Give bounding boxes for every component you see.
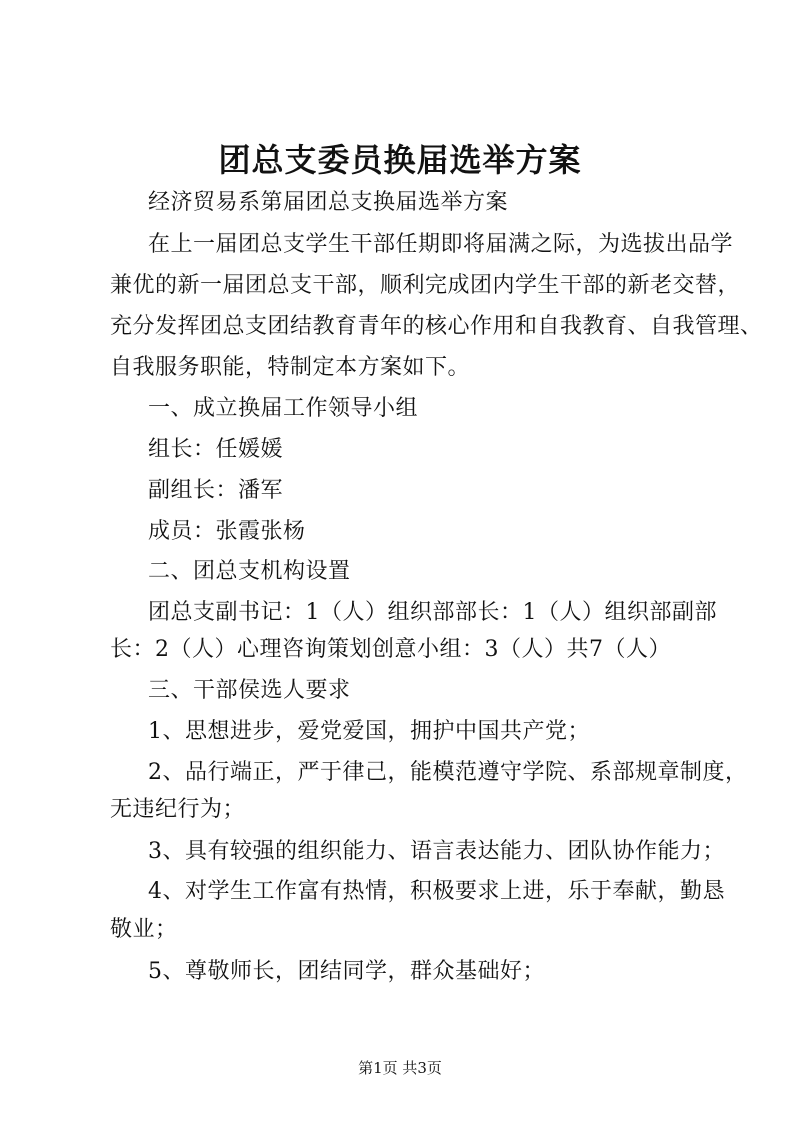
section3-heading: 三、干部侯选人要求 bbox=[148, 678, 351, 703]
requirement-item-5: 5、尊敬师长，团结同学，群众基础好； bbox=[148, 959, 545, 984]
requirement-item-2-line-1: 2、品行端正，严于律己，能模范遵守学院、系部规章制度， bbox=[148, 760, 748, 785]
requirement-item-4-line-2: 敬业； bbox=[110, 917, 178, 942]
section1-heading: 一、成立换届工作领导小组 bbox=[148, 396, 419, 421]
section1-deputy: 副组长：潘军 bbox=[148, 478, 284, 503]
requirement-item-3: 3、具有较强的组织能力、语言表达能力、团队协作能力； bbox=[148, 839, 725, 864]
intro-line-1: 在上一届团总支学生干部任期即将届满之际，为选拔出品学 bbox=[148, 232, 734, 257]
section2-line-2: 长：2（人）心理咨询策划创意小组：3（人）共7（人） bbox=[110, 637, 671, 662]
page-footer: 第1页 共3页 bbox=[358, 1059, 442, 1077]
requirement-item-2-line-2: 无违纪行为； bbox=[110, 797, 246, 822]
intro-line-2: 兼优的新一届团总支干部，顺利完成团内学生干部的新老交替， bbox=[110, 273, 741, 298]
intro-line-4: 自我服务职能，特制定本方案如下。 bbox=[110, 355, 471, 380]
section1-members: 成员：张霞张杨 bbox=[148, 519, 306, 544]
requirement-item-1: 1、思想进步，爱党爱国，拥护中国共产党； bbox=[148, 719, 590, 744]
requirement-item-4-line-1: 4、对学生工作富有热情，积极要求上进，乐于奉献，勤恳 bbox=[148, 879, 725, 904]
document-subtitle: 经济贸易系第届团总支换届选举方案 bbox=[148, 190, 509, 215]
document-title: 团总支委员换届选举方案 bbox=[218, 141, 582, 179]
intro-line-3: 充分发挥团总支团结教育青年的核心作用和自我教育、自我管理、 bbox=[110, 314, 763, 339]
section2-heading: 二、团总支机构设置 bbox=[148, 559, 351, 584]
section1-leader: 组长：任媛媛 bbox=[148, 437, 284, 462]
section2-line-1: 团总支副书记：1（人）组织部部长：1（人）组织部副部 bbox=[148, 600, 717, 625]
